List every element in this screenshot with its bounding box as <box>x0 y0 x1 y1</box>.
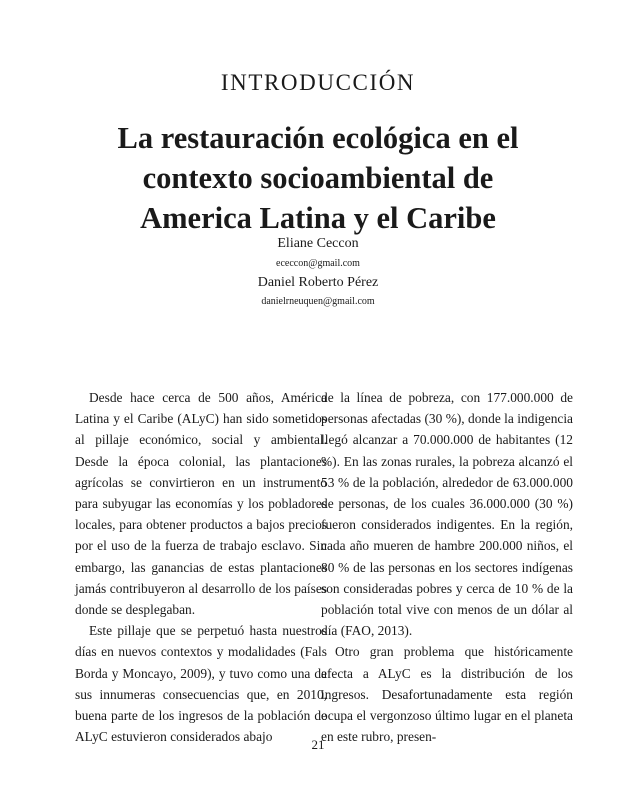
author-email-1: ececcon@gmail.com <box>276 258 360 269</box>
paragraph-4: Otro gran problema que históricamente afecta a ALyC es la distribución de los ingresos. Desafortunadamente esta región ocupa el vergonzoso último lugar en el planeta en este rubro, presen- <box>321 644 573 745</box>
body-column-right <box>321 387 573 747</box>
chapter-title <box>60 118 576 238</box>
paragraph-3: de la línea de pobreza, con 177.000.000 de personas afectadas (30 %), donde la indigencia llegó alcanzar a 70.000.000 de habitantes (12 %). En las zonas rurales, la pobreza alcanzó el 53 % de la población, alrededor de 63.000.000 de personas, de los cuales 36.000.000 (30 %) fueron considerados indigentes. En la región, cada año mueren de hambre 200.000 niños, el 80 % de las personas en los sectores indígenas son consideradas pobres y cerca de 10 % de la población total vive con menos de un dólar al día (FAO, 2013). <box>321 390 573 639</box>
author-name-1: Eliane Ceccon <box>277 236 359 251</box>
paragraph-1: Desde hace cerca de 500 años, América Latina y el Caribe (ALyC) han sido sometidos al pillaje económico, social y ambiental. Desde la época colonial, las plantaciones agrícolas se convirtieron en un instrumento para subyugar las economías y los pobladores locales, para obtener productos a bajos precios por el uso de la fuerza de trabajo esclavo. Sin embargo, las ganancias de estas plantaciones jamás contribuyeron al desarrollo de los países donde se desplegaban. <box>75 390 327 618</box>
author-name-2: Daniel Roberto Pérez <box>257 275 379 290</box>
section-heading: INTRODUCCIÓN <box>220 70 416 95</box>
author-email-2: danielrneuquen@gmail.com <box>261 296 375 307</box>
paragraph-2: Este pillaje que se perpetuó hasta nuestros días en nuevos contextos y modalidades (Fals Borda y Moncayo, 2009), y tuvo como una de sus innumeras consecuencias que, en 2010, buena parte de los ingresos de la población de ALyC estuvieron considerados abajo <box>75 623 327 745</box>
title-line-3: America Latina y el Caribe <box>140 201 496 235</box>
title-line-2: contexto socioambiental de <box>142 161 494 195</box>
title-line-1: La restauración ecológica en el <box>117 121 519 155</box>
body-column-left <box>75 387 327 747</box>
page-number: 21 <box>311 737 325 752</box>
